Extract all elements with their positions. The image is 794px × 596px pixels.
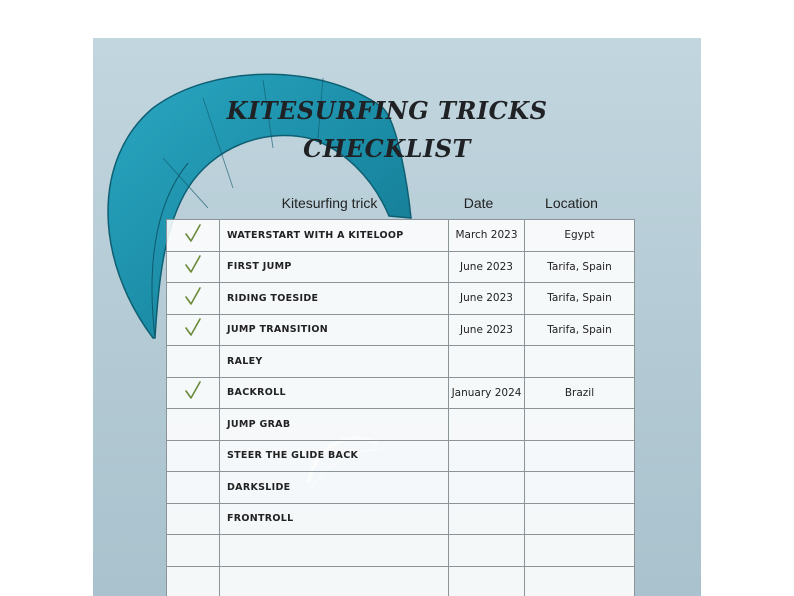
location-cell	[525, 440, 635, 472]
location-cell	[525, 503, 635, 535]
date-cell: January 2024	[449, 377, 525, 409]
checklist-sheet	[93, 38, 701, 596]
check-cell[interactable]	[167, 314, 220, 346]
check-cell[interactable]	[167, 472, 220, 504]
table-row	[167, 346, 635, 378]
trick-cell: FRONTROLL	[220, 503, 449, 535]
check-cell[interactable]	[167, 220, 220, 252]
location-cell	[525, 409, 635, 441]
location-cell	[525, 346, 635, 378]
trick-cell: WATERSTART WITH A KITELOOP	[220, 220, 449, 252]
trick-cell	[220, 535, 449, 567]
date-cell	[449, 503, 525, 535]
location-cell: Brazil	[525, 377, 635, 409]
trick-cell: JUMP TRANSITION	[220, 314, 449, 346]
table-row	[167, 377, 635, 409]
date-cell: June 2023	[449, 314, 525, 346]
page-title	[93, 92, 681, 168]
location-cell: Tarifa, Spain	[525, 283, 635, 315]
table-row	[167, 566, 635, 596]
table-row	[167, 283, 635, 315]
check-cell[interactable]	[167, 346, 220, 378]
checkmark-icon	[184, 254, 202, 274]
checkmark-icon	[184, 223, 202, 243]
date-cell	[449, 566, 525, 596]
trick-cell: RIDING TOESIDE	[220, 283, 449, 315]
check-cell[interactable]	[167, 566, 220, 596]
check-cell[interactable]	[167, 409, 220, 441]
date-cell: June 2023	[449, 283, 525, 315]
date-cell	[449, 346, 525, 378]
checkmark-icon	[184, 317, 202, 337]
checklist-table	[166, 219, 635, 596]
date-cell	[449, 535, 525, 567]
column-header-location: Location	[545, 195, 598, 211]
table-row	[167, 409, 635, 441]
trick-cell: BACKROLL	[220, 377, 449, 409]
date-cell: June 2023	[449, 251, 525, 283]
trick-cell: JUMP GRAB	[220, 409, 449, 441]
table-row	[167, 251, 635, 283]
location-cell: Tarifa, Spain	[525, 314, 635, 346]
checkmark-icon	[184, 380, 202, 400]
location-cell	[525, 566, 635, 596]
check-cell[interactable]	[167, 377, 220, 409]
trick-cell: DARKSLIDE	[220, 472, 449, 504]
location-cell: Egypt	[525, 220, 635, 252]
table-row	[167, 314, 635, 346]
title-line-2: CHECKLIST	[303, 134, 471, 163]
trick-cell	[220, 566, 449, 596]
trick-cell: RALEY	[220, 346, 449, 378]
trick-cell: STEER THE GLIDE BACK	[220, 440, 449, 472]
location-cell	[525, 472, 635, 504]
check-cell[interactable]	[167, 535, 220, 567]
check-cell[interactable]	[167, 251, 220, 283]
table-row	[167, 535, 635, 567]
table-row	[167, 472, 635, 504]
table-row	[167, 220, 635, 252]
date-cell	[449, 409, 525, 441]
column-header-trick: Kitesurfing trick	[281, 195, 378, 211]
checkmark-icon	[184, 286, 202, 306]
column-header-date: Date	[463, 195, 494, 211]
check-cell[interactable]	[167, 283, 220, 315]
date-cell: March 2023	[449, 220, 525, 252]
trick-cell: FIRST JUMP	[220, 251, 449, 283]
location-cell: Tarifa, Spain	[525, 251, 635, 283]
date-cell	[449, 472, 525, 504]
title-line-1: KITESURFING TRICKS	[226, 96, 548, 125]
date-cell	[449, 440, 525, 472]
location-cell	[525, 535, 635, 567]
table-row	[167, 503, 635, 535]
table-row	[167, 440, 635, 472]
check-cell[interactable]	[167, 503, 220, 535]
check-cell[interactable]	[167, 440, 220, 472]
